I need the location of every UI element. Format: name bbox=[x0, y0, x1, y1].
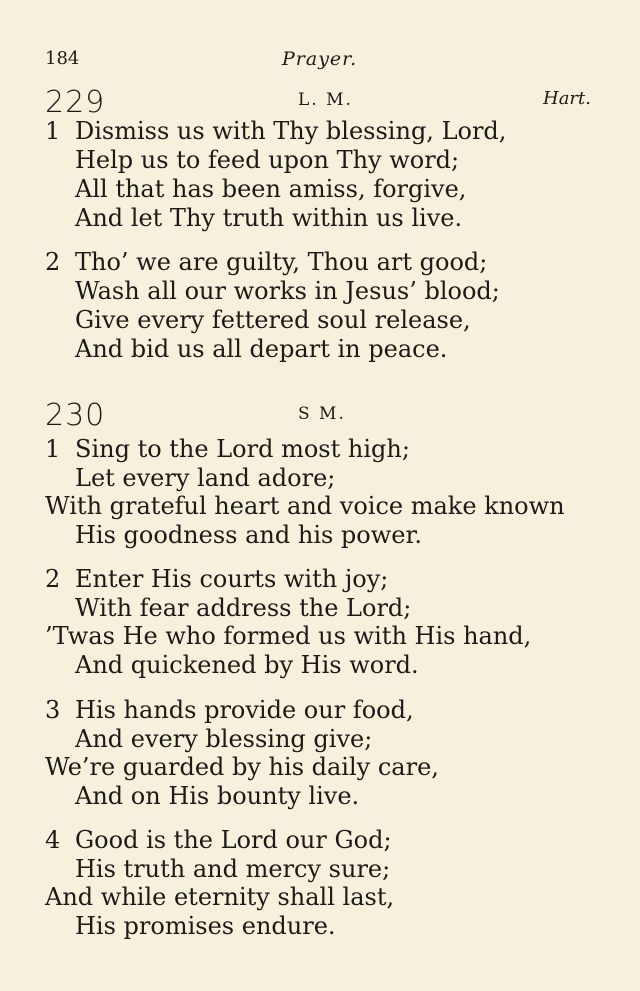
hymn-number: 230 bbox=[45, 398, 106, 433]
stanza-number: 2 bbox=[45, 565, 61, 593]
stanza-line: His promises endure. bbox=[75, 912, 336, 940]
stanza-line: Let every land adore; bbox=[75, 464, 336, 492]
stanza-line: All that has been amiss, forgive, bbox=[75, 175, 467, 203]
section-title: Prayer. bbox=[282, 48, 358, 70]
stanza-line: With fear address the Lord; bbox=[75, 594, 412, 622]
hymn-number: 229 bbox=[45, 85, 106, 120]
hymn-meter: L. M. bbox=[298, 90, 353, 110]
stanza-line: 2 Tho’ we are guilty, Thou art good; bbox=[45, 248, 488, 276]
stanza-line: We’re guarded by his daily care, bbox=[45, 753, 439, 781]
stanza-line: Wash all our works in Jesus’ blood; bbox=[75, 277, 500, 305]
stanza-line: ’Twas He who formed us with His hand, bbox=[45, 622, 532, 650]
hymn-meter: S M. bbox=[298, 404, 346, 424]
stanza-line: 1 Dismiss us with Thy blessing, Lord, bbox=[45, 117, 507, 145]
stanza-line: His goodness and his power. bbox=[75, 521, 422, 549]
stanza-line: His truth and mercy sure; bbox=[75, 855, 391, 883]
stanza-line: 1 Sing to the Lord most high; bbox=[45, 435, 410, 463]
stanza-line: 4 Good is the Lord our God; bbox=[45, 826, 392, 854]
stanza-line: Help us to feed upon Thy word; bbox=[75, 146, 460, 174]
stanza-line: And quickened by His word. bbox=[75, 651, 419, 679]
stanza-number: 4 bbox=[45, 826, 61, 854]
stanza-number: 1 bbox=[45, 117, 61, 145]
stanza-line: Give every fettered soul release, bbox=[75, 306, 471, 334]
stanza-line: 2 Enter His courts with joy; bbox=[45, 565, 389, 593]
stanza-line: And bid us all depart in peace. bbox=[75, 335, 448, 363]
hymn-author: Hart. bbox=[543, 88, 591, 109]
stanza-number: 3 bbox=[45, 696, 61, 724]
stanza-number: 2 bbox=[45, 248, 61, 276]
stanza-line: With grateful heart and voice make known bbox=[45, 492, 565, 520]
stanza-line: And let Thy truth within us live. bbox=[75, 204, 463, 232]
stanza-line: And while eternity shall last, bbox=[45, 883, 395, 911]
stanza-line: And every blessing give; bbox=[75, 725, 373, 753]
stanza-line: And on His bounty live. bbox=[75, 782, 360, 810]
stanza-number: 1 bbox=[45, 435, 61, 463]
stanza-line: 3 His hands provide our food, bbox=[45, 696, 414, 724]
page-number: 184 bbox=[45, 48, 80, 69]
